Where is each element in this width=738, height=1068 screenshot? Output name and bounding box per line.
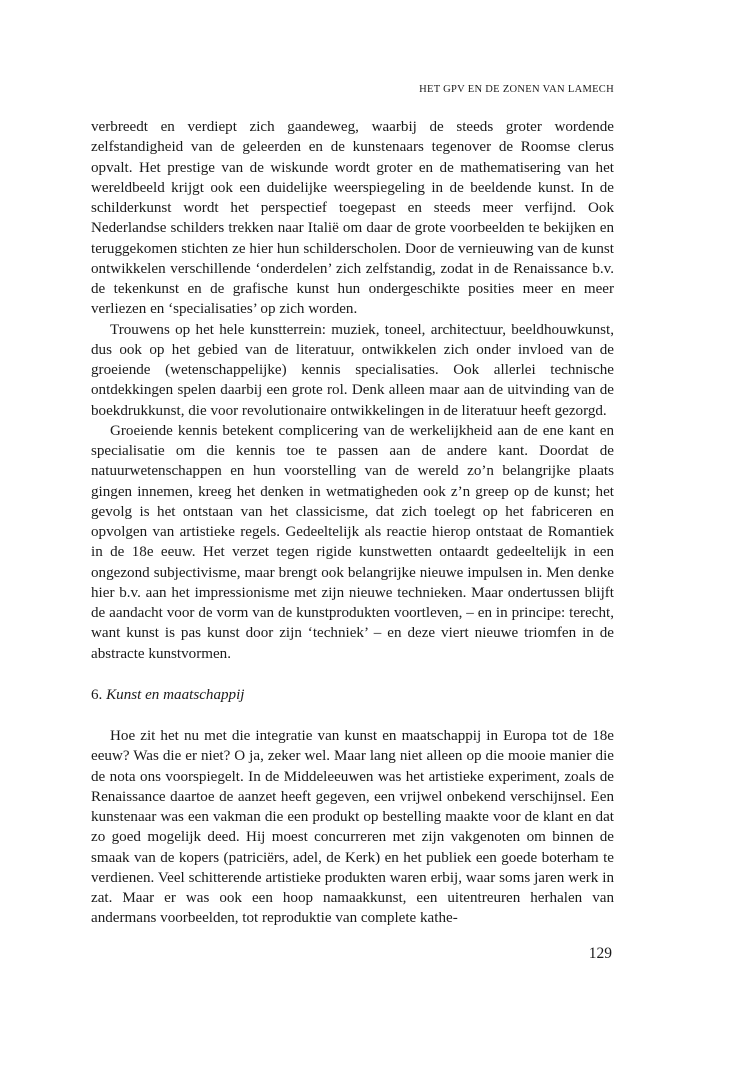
section-title: Kunst en maatschappij	[106, 686, 245, 703]
body-text	[91, 117, 614, 929]
paragraph: verbreedt en verdiept zich gaandeweg, waarbij de steeds groter wordende zelfstandigheid van de geleerden en de kunstenaars tegenover de Roomse clerus opvalt. Het prestige van de wiskunde wordt groter en de mathematisering van het wereldbeeld krijgt ook een duidelijke weerspiegeling in de beeldende kunst. In de schilderkunst wordt het perspectief toegepast en steeds meer verfijnd. Ook Nederlandse schilders trekken naar Italië om daar de grote voorbeelden te bekijken en teruggekomen stichten ze hier hun schilderscholen. Door de vernieuwing van de kunst ontwikkelen verschillende ‘onderdelen’ zich zelfstandig, zodat in de Renaissance b.v. de tekenkunst en de grafische kunst hun ondergeschikte posities meer en meer verliezen en ‘specialisaties’ op zich worden.	[91, 119, 614, 318]
paragraph: Hoe zit het nu met die integratie van kunst en maatschappij in Europa tot de 18e eeuw? Was die er niet? O ja, zeker wel. Maar lang niet alleen op die mooie manier die de nota ons voorspiegelt. In de Middeleeuwen was het artistieke experiment, zoals de Renaissance daartoe de aanzet heeft gegeven, een vrijwel onbekend verschijnsel. Een kunstenaar was een vakman die een produkt op bestelling maakte voor de klant en dat zo goed mogelijk deed. Hij moest concurreren met zijn vakgenoten om binnen de smaak van de kopers (patriciërs, adel, de Kerk) en het publiek een goede boterham te verdienen. Veel schitterende artistieke produkten waren erbij, waar soms jaren werk in zat. Maar er was ook een hoop namaakkunst, een uitentreuren herhalen van andermans voorbeelden, tot reproduktie van complete kathe-	[91, 728, 614, 927]
section-heading	[91, 685, 614, 705]
paragraph: Groeiende kennis betekent complicering van de werkelijkheid aan de ene kant en specialisatie om die kennis toe te passen aan de andere kant. Doordat de natuurwetenschappen en hun voorstelling van de wereld zo’n belangrijke plaats gingen innemen, kreeg het denken in wetmatigheden ook z’n greep op de kunst; het gevolg is het ontstaan van het classicisme, dat zich toelegt op het fabriceren en opvolgen van artistieke regels. Gedeeltelijk als reactie hierop ontstaat de Romantiek in de 18e eeuw. Het verzet tegen rigide kunstwetten ontaardt gedeeltelijk in een ongezond subjectivisme, maar brengt ook belangrijke nieuwe impulsen in. Men denke hier b.v. aan het impressionisme met zijn nieuwe technieken. Maar ondertussen blijft de aandacht voor de vorm van de kunstprodukten voortleven, – en in principe: terecht, want kunst is pas kunst door zijn ‘techniek’ – en deze viert nieuwe triomfen in de abstracte kunstvormen.	[91, 422, 614, 662]
page-number: 129	[588, 945, 612, 962]
section-number: 6.	[91, 686, 103, 703]
paragraph: Trouwens op het hele kunstterrein: muziek, toneel, architectuur, beeldhouwkunst, dus ook op het gebied van de literatuur, ontwikkelen zich onder invloed van de groeiende (wetenschappelijke) kennis specialisaties. Ook allerlei technische ontdekkingen spelen daarbij een grote rol. Denk alleen maar aan de uitvinding van de boekdrukkunst, die voor revolutionaire ontwikkelingen in de literatuur heeft gezorgd.	[91, 321, 614, 419]
running-head: HET GPV EN DE ZONEN VAN LAMECH	[419, 84, 614, 95]
